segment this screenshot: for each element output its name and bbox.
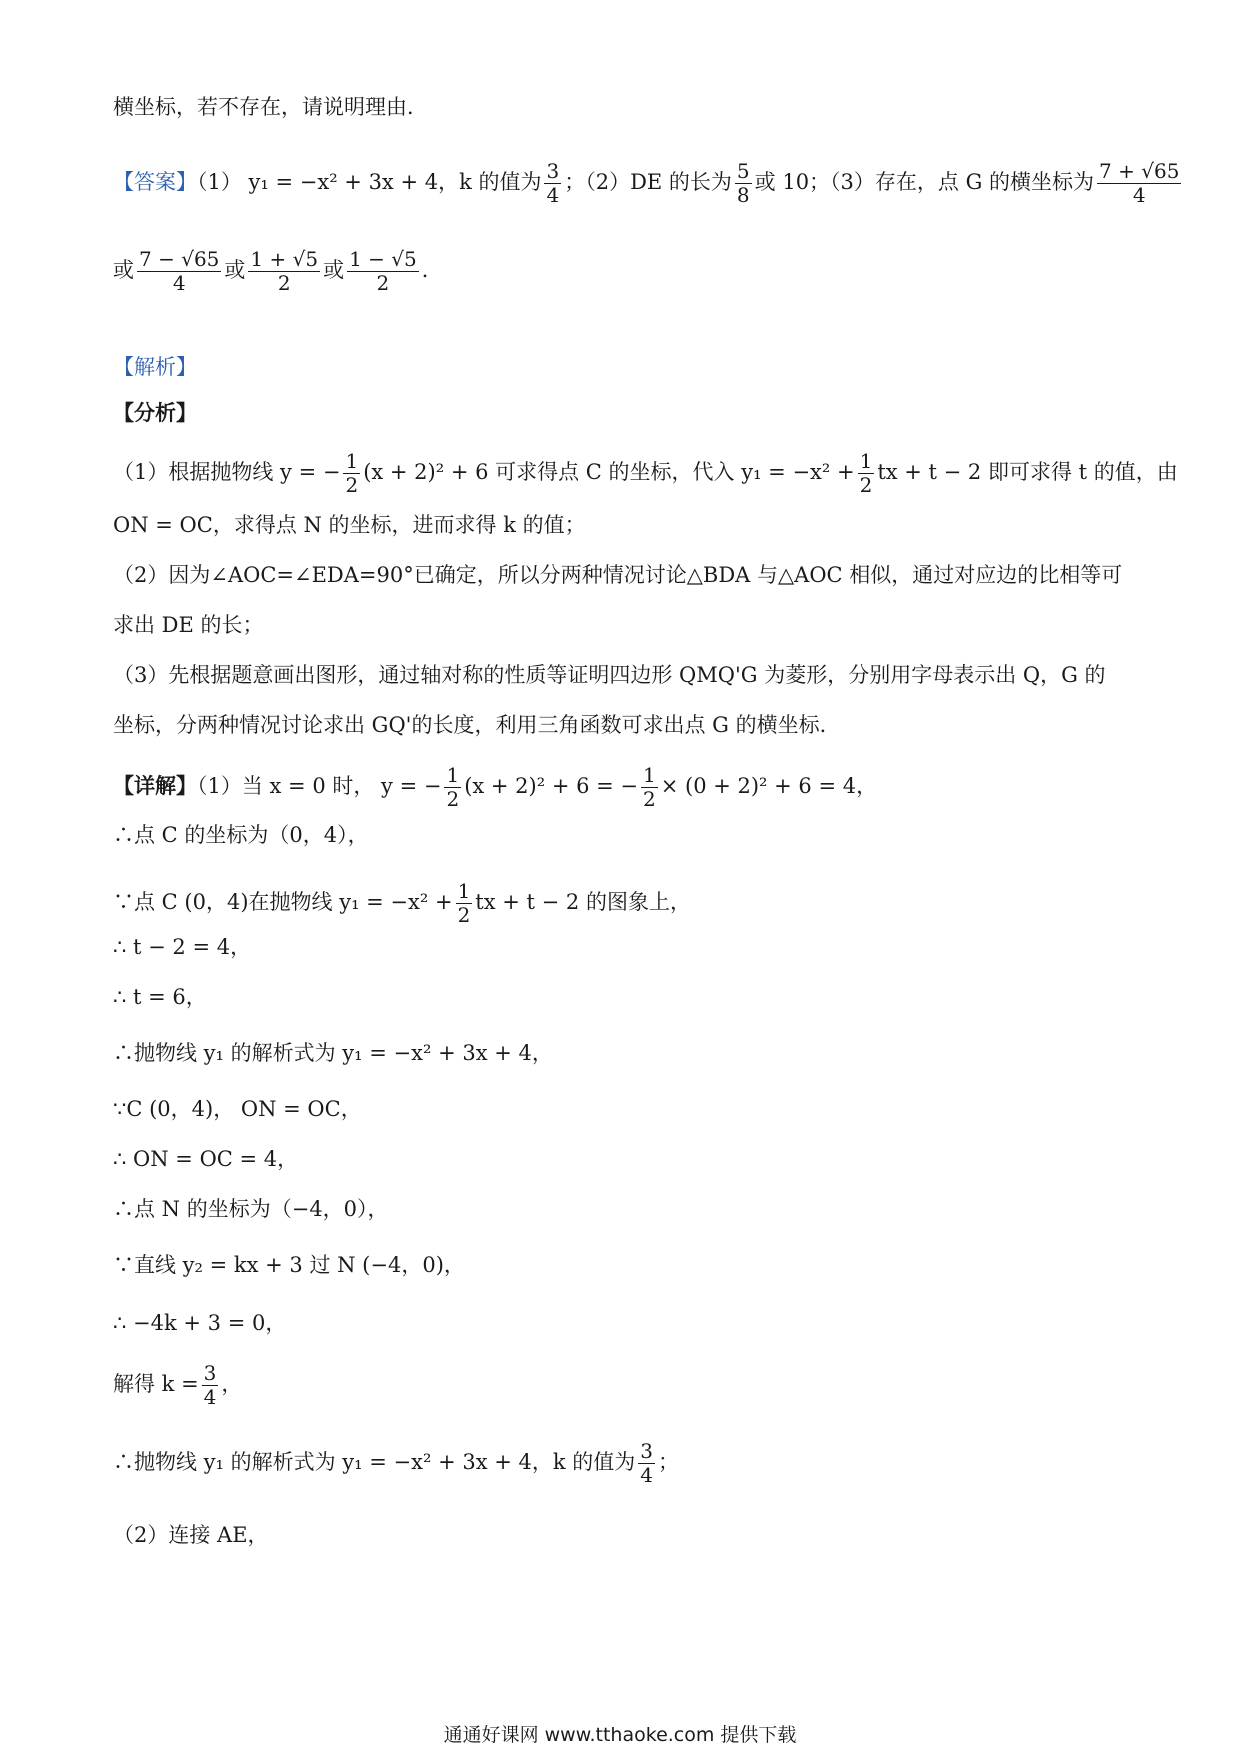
answer-line (113, 159, 1180, 207)
fraction: $\frac{3}{4}$ (640, 1439, 653, 1487)
text-line: 求出 DE 的长； (113, 613, 264, 637)
text-line: ∴抛物线 y₁ 的解析式为 y₁ = −x² + 3x + 4，k 的值为 $\frac{3}{4}$ ； (113, 1439, 679, 1487)
text-line: 坐标，分两种情况讨论求出 GQ'的长度，利用三角函数可求出点 G 的横坐标． (113, 713, 841, 737)
text-line: ∴ t = 6， (113, 985, 207, 1009)
fraction: $\frac{5}{8}$ (736, 159, 750, 207)
fraction: $\frac{1}{2}$ (643, 763, 656, 811)
section-heading-analysis: 【解析】 (113, 355, 197, 379)
text-line: ∵C (0，4)， ON = OC， (113, 1097, 362, 1121)
text-line: ON = OC，求得点 N 的坐标，进而求得 k 的值； (113, 513, 586, 537)
text-line: ∴点 N 的坐标为（−4，0）， (113, 1197, 389, 1221)
fraction: $\frac{1}{2}$ (859, 449, 873, 497)
text-line: 解得 k = $\frac{3}{4}$ ， (113, 1361, 243, 1409)
answer-line-continued: 或 $\frac{7 - √65}{4}$ 或 $\frac{1 + √5}{2}$ 或 $\frac{1 - √5}{2}$ ． (113, 247, 443, 295)
text-line: ∴ −4k + 3 = 0， (113, 1311, 287, 1335)
section-heading-reasoning: 【分析】 (113, 401, 197, 425)
fraction: $\frac{1}{2}$ (446, 763, 460, 811)
fraction: $\frac{3}{4}$ (546, 159, 560, 207)
text-segment: ；（2）DE 的长为 (564, 170, 732, 194)
detail-tag: 【详解】 (113, 774, 197, 798)
text-line: （2）因为∠AOC=∠EDA=90°已确定，所以分两种情况讨论△BDA 与△AOC 相似，通过对应边的比相等可 (113, 563, 1123, 587)
fraction: $\frac{7 + √65}{4}$ (1099, 159, 1180, 207)
text-line: 【详解】（1）当 x = 0 时， y = − $\frac{1}{2}$ (x + 2)² + 6 = − $\frac{1}{2}$ × (0 + 2)² + 6 = 4， (113, 763, 878, 811)
text-line: ∴ t − 2 = 4， (113, 935, 252, 959)
text-segment: （1） y₁ = −x² + 3x + 4，k 的值为 (197, 170, 542, 194)
fraction: $\frac{1 + √5}{2}$ (250, 247, 319, 295)
text-line: （1）根据抛物线 y = − $\frac{1}{2}$ (x + 2)² + 6 可求得点 C 的坐标，代入 y₁ = −x² + $\frac{1}{2}$ tx + t − 2 即可求得 t 的值，由 (113, 449, 1178, 497)
text-line: ∵点 C (0，4)在抛物线 y₁ = −x² + $\frac{1}{2}$ tx + t − 2 的图象上， (113, 879, 691, 927)
fraction: $\frac{1 - √5}{2}$ (349, 247, 417, 295)
answer-tag: 【答案】 (113, 170, 197, 194)
fraction: $\frac{1}{2}$ (457, 879, 471, 927)
fraction: $\frac{1}{2}$ (345, 449, 359, 497)
text-line: ∴点 C 的坐标为（0，4）， (113, 823, 369, 847)
text-segment: 或 10；（3）存在，点 G 的横坐标为 (754, 170, 1095, 194)
text-line: ∵直线 y₂ = kx + 3 过 N (−4，0)， (113, 1253, 465, 1277)
fraction: $\frac{7 - √65}{4}$ (139, 247, 220, 295)
fraction: $\frac{3}{4}$ (203, 1361, 217, 1409)
text-line: （2）连接 AE， (113, 1523, 269, 1547)
text-line: ∴抛物线 y₁ 的解析式为 y₁ = −x² + 3x + 4， (113, 1041, 553, 1065)
page-footer: 通通好课网 www.tthaoke.com 提供下载 (443, 1724, 797, 1746)
text-line: （3）先根据题意画出图形，通过轴对称的性质等证明四边形 QMQ'G 为菱形，分别用字母表示出 Q，G 的 (113, 663, 1106, 687)
text-line: ∴ ON = OC = 4， (113, 1147, 299, 1171)
text-line: 横坐标，若不存在，请说明理由． (113, 95, 428, 119)
